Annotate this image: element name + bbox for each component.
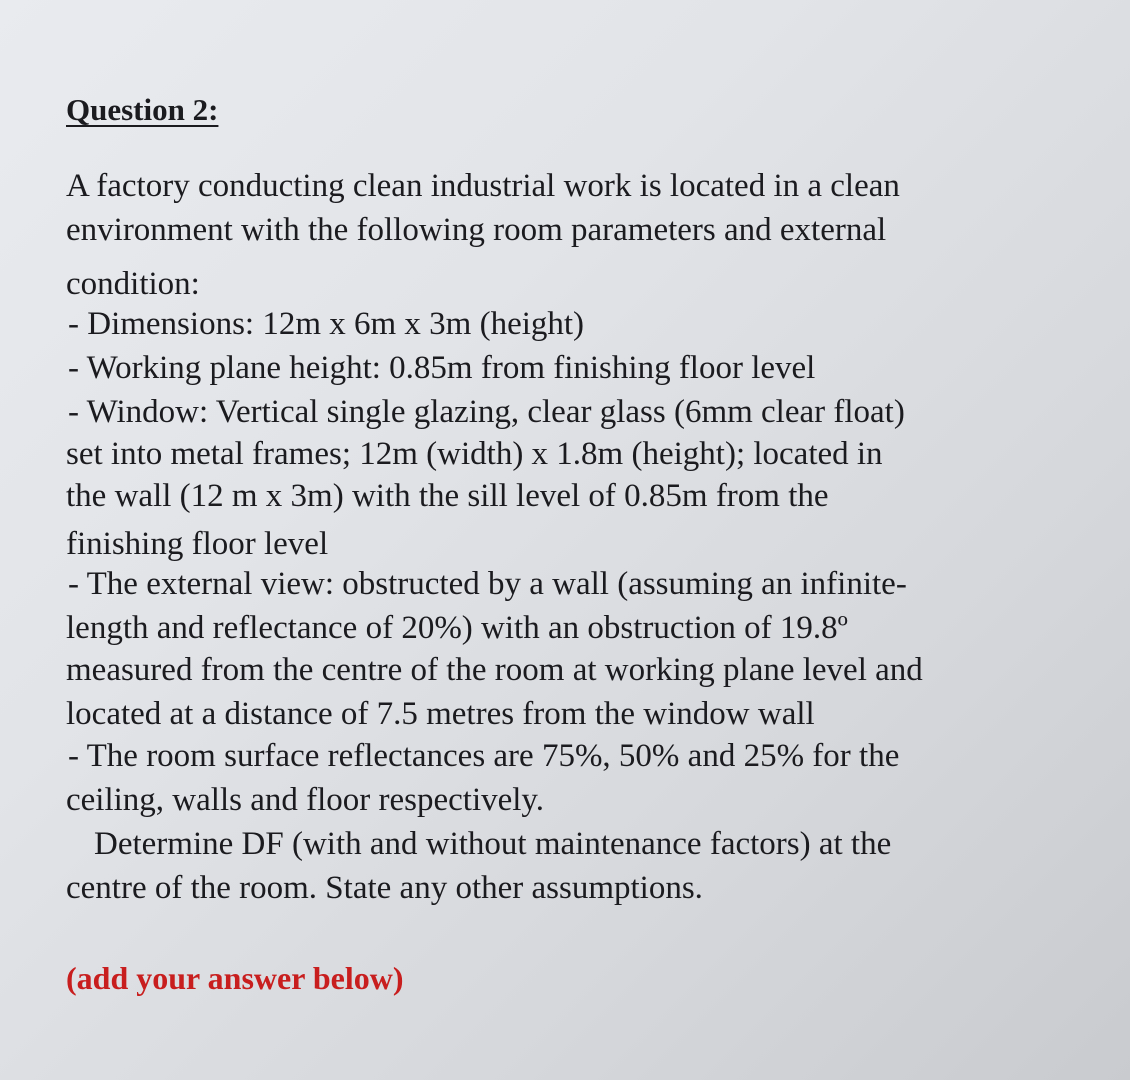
answer-prompt: (add your answer below) [66, 960, 404, 996]
external-view-line-2: length and reflectance of 20%) with an obstruction of 19.8º [66, 610, 848, 646]
external-view-line-4: located at a distance of 7.5 metres from the window wall [66, 696, 815, 732]
task-line-2: centre of the room. State any other assumptions. [66, 870, 703, 906]
bullet-reflectances: - The room surface reflectances are 75%, 50% and 25% for the [68, 738, 900, 774]
window-line-4: finishing floor level [66, 526, 329, 562]
bullet-dimensions: - Dimensions: 12m x 6m x 3m (height) [68, 306, 585, 342]
question-line-3: condition: [66, 266, 200, 302]
bullet-external-view: - The external view: obstructed by a wall (assuming an infinite- [68, 566, 907, 602]
bullet-window: - Window: Vertical single glazing, clear glass (6mm clear float) [68, 394, 905, 430]
window-line-3: the wall (12 m x 3m) with the sill level of 0.85m from the [66, 478, 829, 514]
task-line-1: Determine DF (with and without maintenance factors) at the [94, 826, 892, 862]
question-line-1: A factory conducting clean industrial work is located in a clean [66, 168, 900, 204]
question-line-2: environment with the following room parameters and external [66, 212, 887, 248]
bullet-working-plane: - Working plane height: 0.85m from finishing floor level [68, 350, 816, 386]
external-view-line-3: measured from the centre of the room at working plane level and [66, 652, 923, 688]
question-heading: Question 2: [66, 92, 219, 127]
window-line-2: set into metal frames; 12m (width) x 1.8m (height); located in [66, 436, 883, 472]
reflectances-line-2: ceiling, walls and floor respectively. [66, 782, 545, 818]
